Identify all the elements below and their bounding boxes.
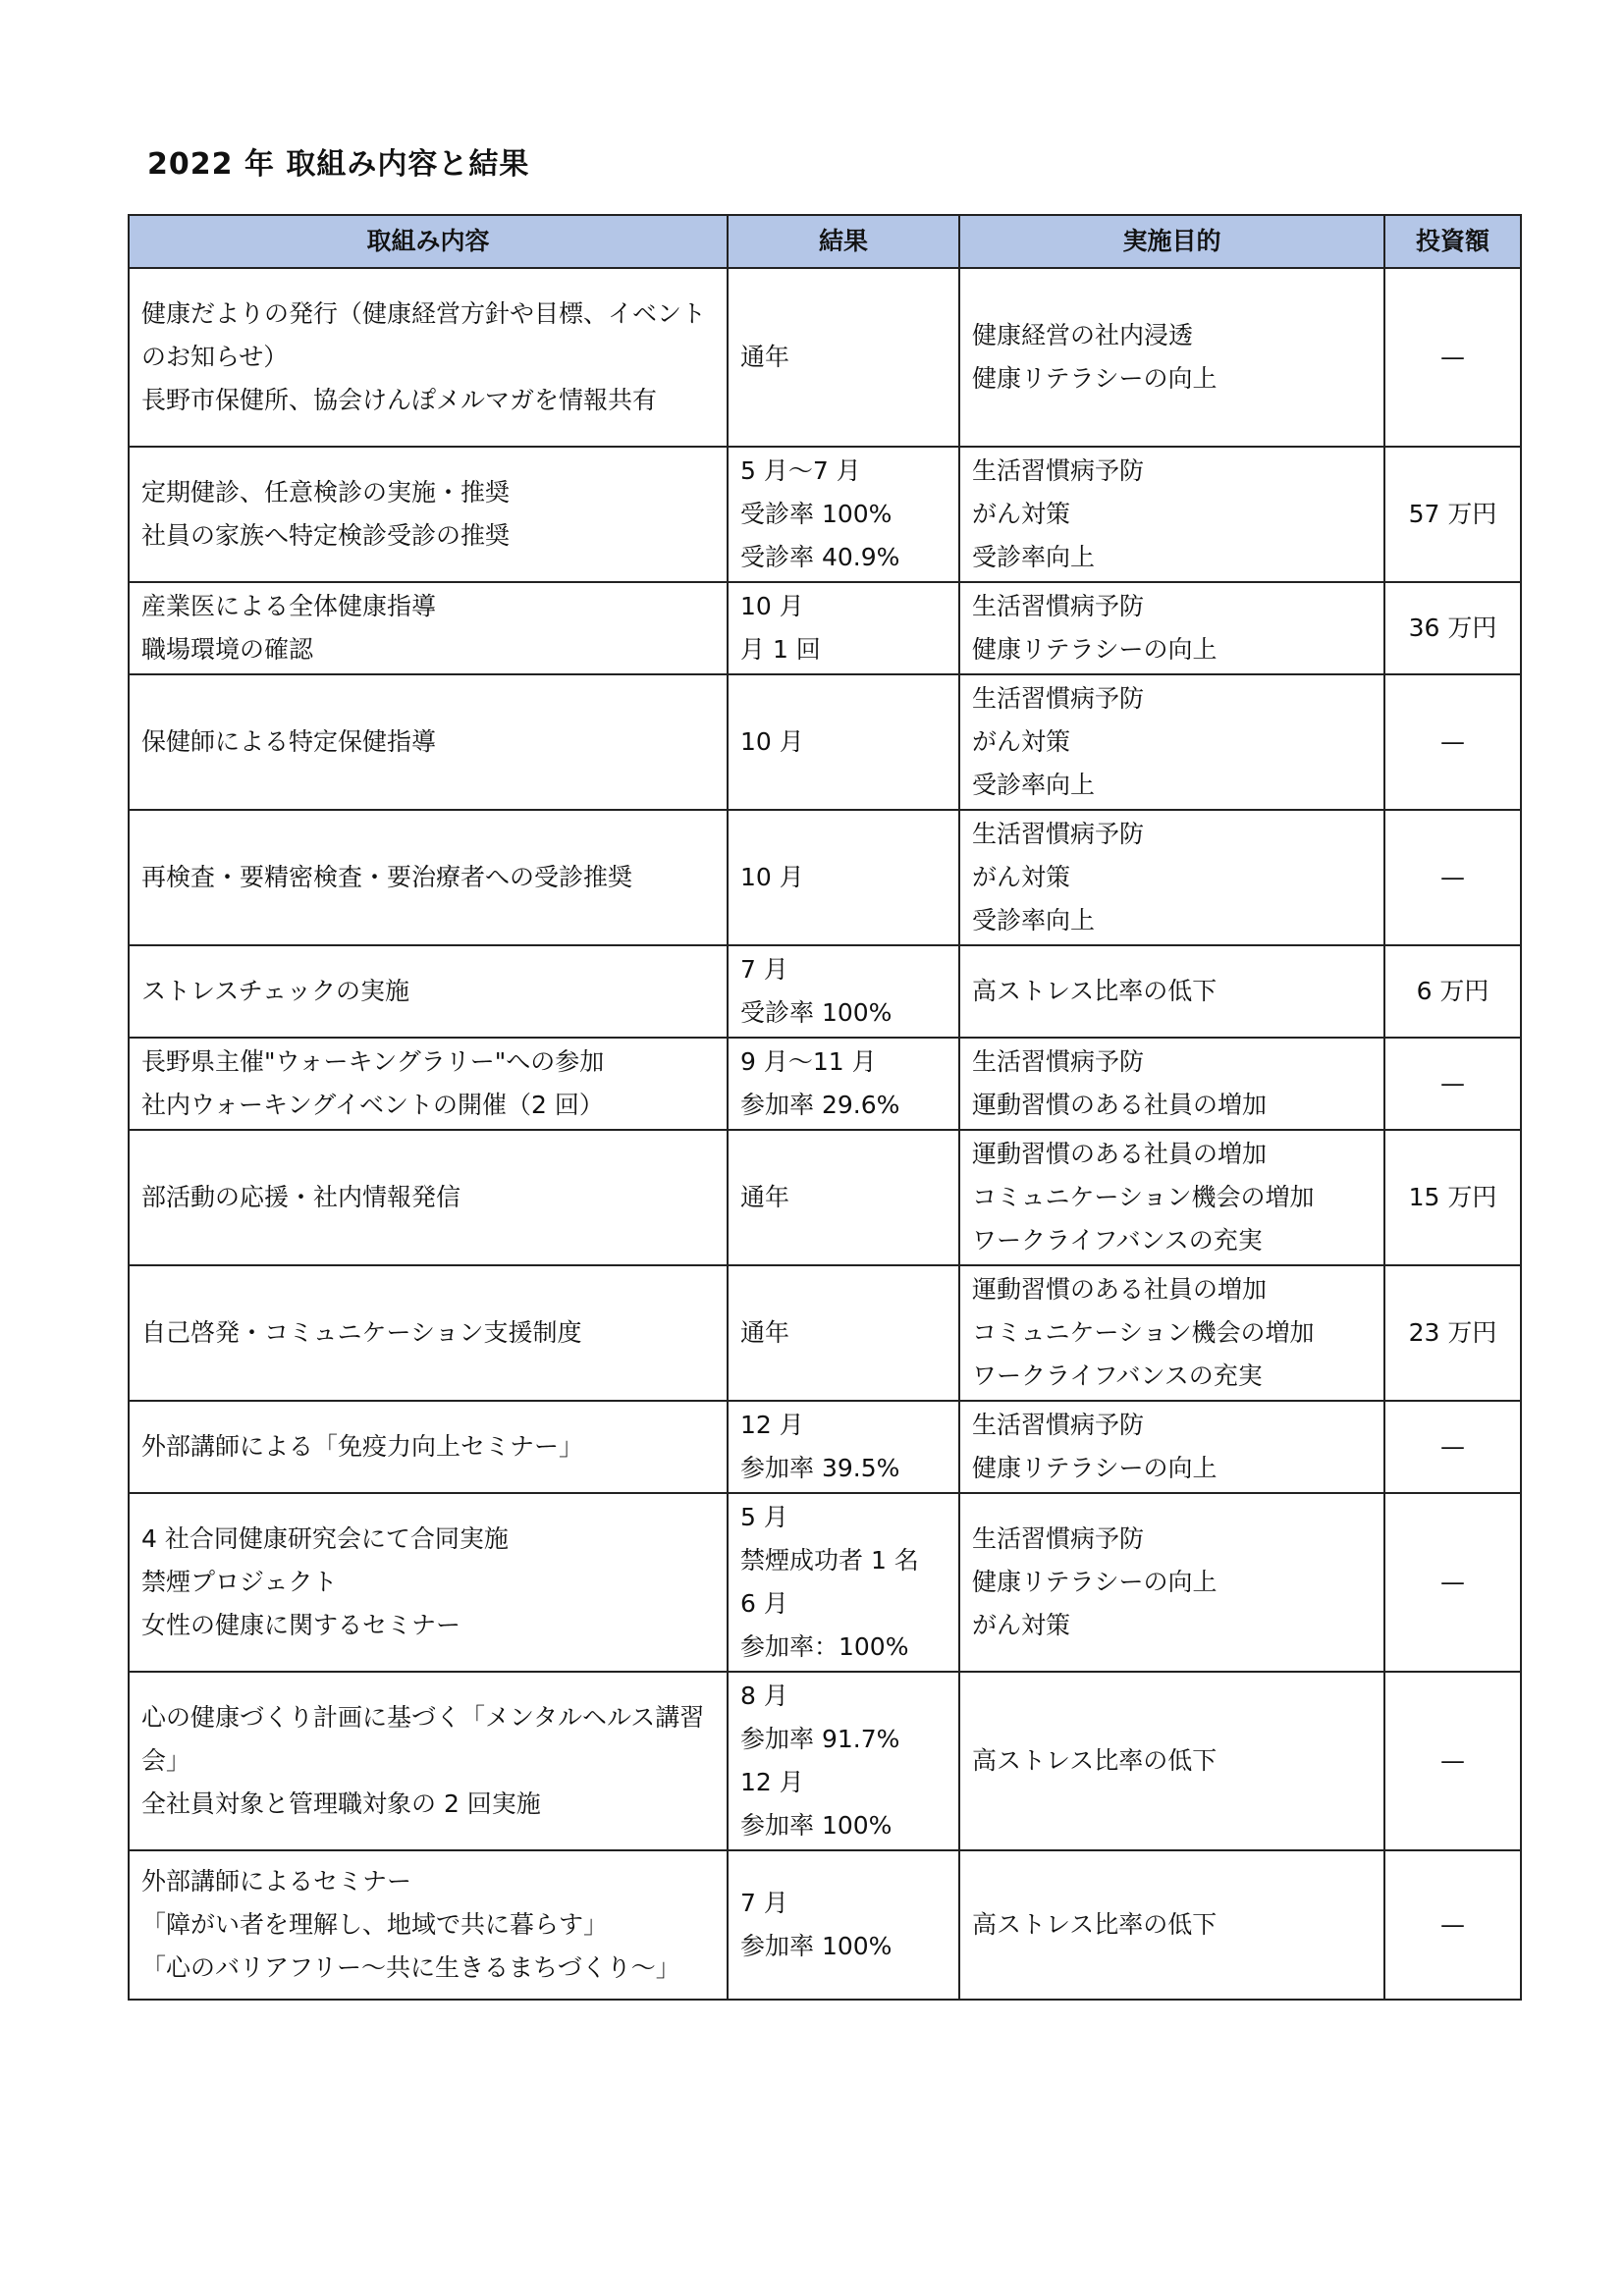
cell-content-line: 社員の家族へ特定検診受診の推奨 [141,521,511,550]
table-row [129,945,1521,1038]
cell-purpose-line: がん対策 [972,727,1071,756]
cell-content-line: 女性の健康に関するセミナー [141,1611,461,1639]
header-cost: 投資額 [1384,215,1521,268]
cell-content-line: 社内ウォーキングイベントの開催（2 回） [141,1091,604,1119]
cell-content-line: 産業医による全体健康指導 [141,592,437,620]
cell-result-line: 月 1 回 [740,635,821,664]
cell-purpose-line: 生活習慣病予防 [972,820,1145,848]
cell-result-line: 5 月～7 月 [740,456,861,485]
cell-content [129,582,728,674]
cell-purpose-line: 高ストレス比率の低下 [972,1910,1218,1939]
cell-result-line: 8 月 [740,1682,788,1710]
cell-purpose-line: がん対策 [972,863,1071,891]
cell-result [728,1130,959,1265]
table-row [129,1265,1521,1401]
page-title: 2022 年 取組み内容と結果 [147,147,530,182]
table-row [129,447,1521,582]
cell-content-line: 保健師による特定保健指導 [141,727,437,756]
cell-purpose-line: がん対策 [972,1611,1071,1639]
cell-purpose [959,447,1384,582]
cell-content [129,674,728,810]
cell-purpose-line: 生活習慣病予防 [972,1411,1145,1439]
cell-cost: 6 万円 [1384,945,1521,1038]
table-row [129,582,1521,674]
cell-result [728,945,959,1038]
cell-purpose-line: 運動習慣のある社員の増加 [972,1140,1268,1168]
cell-result-line: 9 月～11 月 [740,1047,877,1076]
cell-result-line: 12 月 [740,1768,804,1796]
cell-content-line: 4 社合同健康研究会にて合同実施 [141,1524,509,1553]
cell-purpose-line: 受診率向上 [972,906,1096,934]
table-row [129,268,1521,447]
cell-content [129,1130,728,1265]
cell-result-line: 禁煙成功者 1 名 [740,1546,919,1575]
cell-result [728,810,959,945]
cell-cost: 15 万円 [1384,1130,1521,1265]
cell-result [728,1850,959,2000]
table-row [129,1401,1521,1493]
cell-content-line: 全社員対象と管理職対象の 2 回実施 [141,1789,541,1818]
cell-result-line: 7 月 [740,955,788,984]
header-purpose: 実施目的 [959,215,1384,268]
cell-content-line: 禁煙プロジェクト [141,1568,338,1596]
cell-cost: — [1384,1672,1521,1850]
cell-content [129,447,728,582]
table-row [129,1130,1521,1265]
cell-purpose [959,945,1384,1038]
cell-content [129,1038,728,1130]
cell-content-line: 外部講師による「免疫力向上セミナー」 [141,1432,584,1461]
cell-content [129,268,728,447]
cell-content-line: ストレスチェックの実施 [141,977,410,1005]
cell-result-line: 12 月 [740,1411,804,1439]
cell-purpose [959,268,1384,447]
cell-content-line: 「障がい者を理解し、地域で共に暮らす」 [141,1910,609,1939]
cell-purpose [959,1265,1384,1401]
cell-result-line: 5 月 [740,1503,788,1531]
cell-purpose [959,1038,1384,1130]
cell-purpose-line: 運動習慣のある社員の増加 [972,1091,1268,1119]
cell-result [728,447,959,582]
cell-result-line: 受診率 40.9% [740,543,900,571]
cell-purpose-line: 生活習慣病予防 [972,684,1145,713]
cell-result [728,674,959,810]
cell-content [129,945,728,1038]
cell-cost: — [1384,1401,1521,1493]
cell-purpose [959,1130,1384,1265]
cell-content [129,810,728,945]
cell-content-line: 外部講師によるセミナー [141,1867,412,1896]
cell-purpose-line: 受診率向上 [972,543,1096,571]
cell-purpose [959,1850,1384,2000]
table-row [129,1672,1521,1850]
cell-result-line: 10 月 [740,727,804,756]
header-result: 結果 [728,215,959,268]
cell-purpose-line: 運動習慣のある社員の増加 [972,1275,1268,1304]
cell-purpose-line: ワークライフバンスの充実 [972,1362,1263,1390]
cell-purpose-line: 生活習慣病予防 [972,456,1145,485]
cell-purpose-line: 生活習慣病予防 [972,1524,1145,1553]
cell-purpose-line: コミュニケーション機会の増加 [972,1318,1315,1347]
cell-purpose-line: 生活習慣病予防 [972,592,1145,620]
cell-purpose [959,674,1384,810]
cell-content [129,1850,728,2000]
cell-result-line: 参加率 29.6% [740,1091,900,1119]
cell-purpose-line: がん対策 [972,500,1071,528]
cell-purpose-line: コミュニケーション機会の増加 [972,1183,1315,1211]
cell-purpose-line: 高ストレス比率の低下 [972,977,1218,1005]
cell-cost: 57 万円 [1384,447,1521,582]
cell-purpose [959,582,1384,674]
table-row [129,1038,1521,1130]
cell-content [129,1401,728,1493]
cell-cost: — [1384,674,1521,810]
cell-purpose-line: 高ストレス比率の低下 [972,1746,1218,1775]
cell-content-line: 自己啓発・コミュニケーション支援制度 [141,1318,582,1347]
cell-purpose-line: 受診率向上 [972,771,1096,799]
cell-result-line: 参加率 100% [740,1811,893,1840]
cell-purpose-line: 健康リテラシーの向上 [972,1454,1218,1482]
cell-content-line: 心の健康づくり計画に基づく「メンタルヘルス講習会」 [141,1703,705,1775]
cell-content-line: 職場環境の確認 [141,635,314,664]
cell-purpose-line: 健康リテラシーの向上 [972,364,1218,393]
cell-result-line: 参加率 39.5% [740,1454,900,1482]
cell-cost: — [1384,1038,1521,1130]
cell-result [728,1672,959,1850]
cell-content-line: 部活動の応援・社内情報発信 [141,1183,461,1211]
cell-result-line: 通年 [740,1318,790,1347]
cell-purpose [959,1401,1384,1493]
table-body [129,268,1521,2000]
cell-result [728,1493,959,1672]
cell-result [728,1265,959,1401]
initiatives-table [128,214,1522,2001]
cell-purpose-line: 健康経営の社内浸透 [972,321,1194,349]
cell-content-line: 定期健診、任意検診の実施・推奨 [141,478,511,507]
cell-purpose-line: 生活習慣病予防 [972,1047,1145,1076]
cell-content-line: 長野県主催"ウォーキングラリー"への参加 [141,1047,605,1076]
cell-content [129,1493,728,1672]
cell-result [728,268,959,447]
cell-result [728,1401,959,1493]
table-row [129,810,1521,945]
cell-result-line: 通年 [740,343,790,371]
table-row [129,674,1521,810]
cell-result-line: 受診率 100% [740,500,893,528]
cell-result-line: 参加率 100% [740,1932,893,1960]
cell-result-line: 通年 [740,1183,790,1211]
cell-cost: — [1384,1850,1521,2000]
table-header-row [129,215,1521,268]
table-row [129,1850,1521,2000]
cell-result-line: 7 月 [740,1889,788,1917]
cell-result [728,1038,959,1130]
cell-cost: 36 万円 [1384,582,1521,674]
cell-purpose [959,810,1384,945]
cell-content-line: 長野市保健所、協会けんぽメルマガを情報共有 [141,386,658,414]
table-row [129,1493,1521,1672]
cell-result-line: 10 月 [740,863,804,891]
cell-purpose [959,1672,1384,1850]
cell-cost: — [1384,1493,1521,1672]
header-content: 取組み内容 [129,215,728,268]
cell-result-line: 参加率：100% [740,1632,909,1661]
cell-content-line: 「心のバリアフリー～共に生きるまちづくり～」 [141,1953,680,1982]
cell-content [129,1265,728,1401]
cell-cost: 23 万円 [1384,1265,1521,1401]
cell-purpose-line: 健康リテラシーの向上 [972,635,1218,664]
cell-result-line: 受診率 100% [740,998,893,1027]
cell-purpose-line: ワークライフバンスの充実 [972,1226,1263,1255]
cell-result-line: 6 月 [740,1589,788,1618]
cell-cost: — [1384,268,1521,447]
cell-result-line: 10 月 [740,592,804,620]
cell-purpose [959,1493,1384,1672]
cell-content-line: 再検査・要精密検査・要治療者への受診推奨 [141,863,633,891]
cell-result-line: 参加率 91.7% [740,1725,900,1753]
cell-content [129,1672,728,1850]
cell-purpose-line: 健康リテラシーの向上 [972,1568,1218,1596]
cell-cost: — [1384,810,1521,945]
cell-result [728,582,959,674]
cell-content-line: 健康だよりの発行（健康経営方針や目標、イベントのお知らせ） [141,299,707,371]
